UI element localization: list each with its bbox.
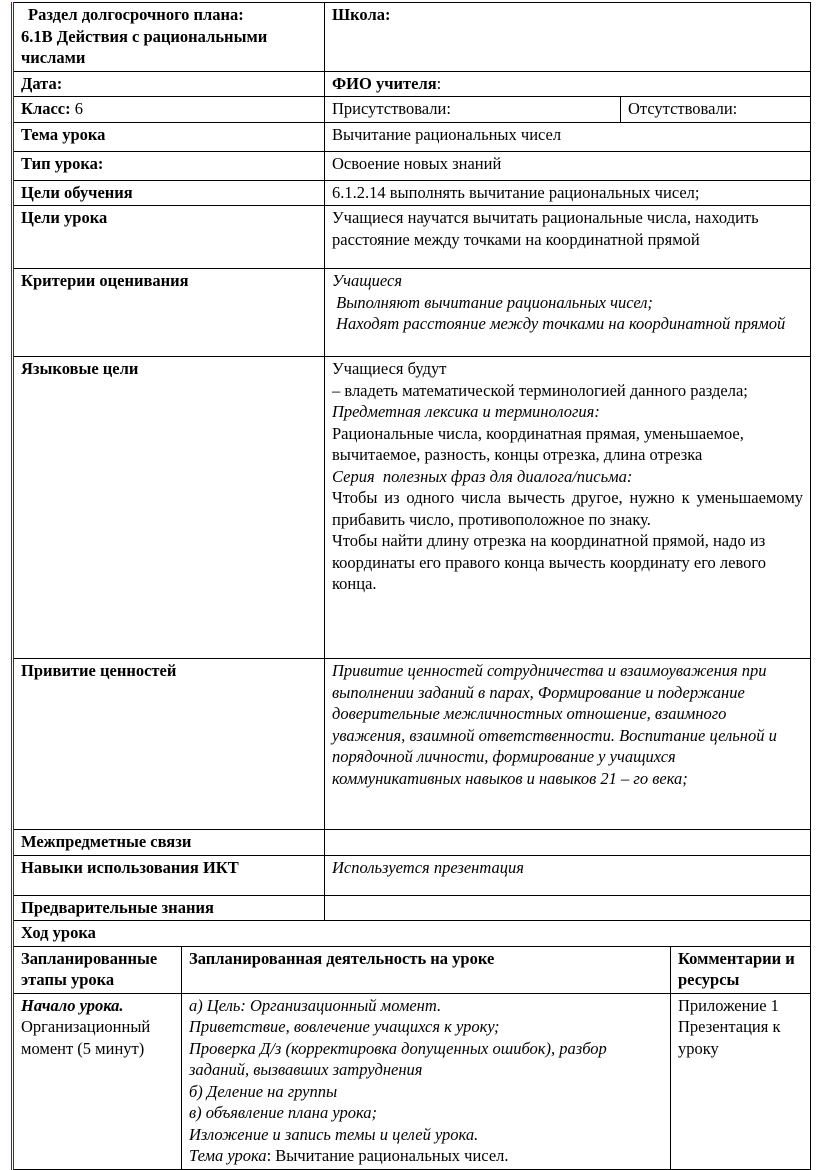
row-criteria	[13, 269, 811, 357]
section-label: Раздел долгосрочного плана:	[28, 5, 244, 24]
language-intro: Учащиеся будут	[332, 359, 447, 378]
learning-goals-label: Цели обучения	[21, 182, 133, 202]
learning-goals-value: 6.1.2.14 выполнять вычитание рациональных чисел;	[332, 182, 700, 202]
row-language-goals	[13, 357, 811, 659]
topic-label-cell	[13, 122, 325, 151]
row-topic	[13, 122, 811, 151]
stage-text: Организационный момент (5 минут)	[21, 1017, 151, 1058]
activity-topic-prefix: Тема урока	[189, 1146, 267, 1165]
section-cell	[13, 3, 325, 72]
phrase-subtract: Чтобы из одного числа вычесть другое, нужно к уменьшаемому прибавить число, противоположное по знаку.	[332, 488, 804, 529]
learning-goals-value-cell	[325, 180, 811, 206]
absent-cell	[621, 97, 811, 123]
col-comments-header	[671, 946, 811, 993]
row-date	[13, 71, 811, 97]
row-course-start	[13, 993, 811, 1169]
lesson-goals-value-cell	[325, 206, 811, 269]
vocab-heading: Предметная лексика и терминология:	[332, 402, 600, 421]
activity-line: Проверка Д/з (корректировка допущенных ошибок), разбор заданий, вызвавших затруднения	[189, 1038, 607, 1079]
ict-label: Навыки использования ИКТ	[21, 857, 239, 877]
language-label-cell	[13, 357, 325, 659]
values-label: Привитие ценностей	[21, 661, 177, 680]
teacher-label: ФИО учителя	[332, 73, 437, 93]
language-label: Языковые цели	[21, 359, 139, 378]
comment-line: Презентация к уроку	[678, 1017, 781, 1058]
col-stages-label: Запланированные этапы урока	[21, 948, 158, 989]
criteria-line: Учащиеся	[332, 271, 403, 290]
absent-label: Отсутствовали:	[628, 99, 738, 118]
row-prior-knowledge	[13, 895, 811, 921]
row-values	[13, 659, 811, 830]
prior-value-cell	[325, 895, 811, 921]
col-comments-label: Комментарии и ресурсы	[678, 948, 795, 989]
activity-line: Изложение и запись темы и целей урока.	[189, 1124, 479, 1144]
col-stages-header	[13, 946, 182, 993]
criteria-line: Выполняют вычитание рациональных чисел;	[332, 292, 653, 312]
comment-line: Приложение 1	[678, 995, 779, 1015]
course-heading-cell	[13, 921, 811, 947]
lesson-course-table	[11, 920, 811, 1170]
activity-topic-suffix: : Вычитание рациональных чисел.	[266, 1146, 509, 1165]
row-type	[13, 151, 811, 180]
lesson-plan-table	[11, 2, 811, 921]
row-ict	[13, 855, 811, 895]
row-learning-goals	[13, 180, 811, 206]
lesson-goals-label: Цели урока	[21, 208, 108, 227]
activity-line: а) Цель: Организационный момент.	[189, 995, 442, 1015]
topic-value-cell	[325, 122, 811, 151]
stage-title: Начало урока.	[21, 995, 124, 1015]
row-lesson-goals	[13, 206, 811, 269]
values-text: Привитие ценностей сотрудничества и взаимоуважения при выполнении заданий в парах, Формирование и подержание доверительные межличностных отношение, взаимного уважения, взаимной ответственности. Воспитание цельной и порядочной личности, формирование у учащихся коммуникативных навыков и навыков 21 – го века;	[332, 661, 777, 788]
row-section	[13, 3, 811, 72]
school-label: Школа:	[332, 5, 391, 24]
phrases-heading: Серия полезных фраз для диалога/письма:	[332, 466, 633, 486]
col-activity-header	[182, 946, 671, 993]
row-cross-subject	[13, 830, 811, 856]
type-value: Освоение новых знаний	[332, 153, 502, 173]
lesson-plan-sheet	[11, 2, 809, 1170]
prior-label-cell	[13, 895, 325, 921]
criteria-label-cell	[13, 269, 325, 357]
lesson-goals-value: Учащиеся научатся вычитать рациональные числа, находить расстояние между точками на координатной прямой	[332, 208, 759, 249]
language-skill: – владеть математической терминологией данного раздела;	[332, 380, 748, 400]
date-cell	[13, 71, 325, 97]
comments-cell	[671, 993, 811, 1169]
type-label: Тип урока:	[21, 153, 104, 173]
values-label-cell	[13, 659, 325, 830]
lesson-goals-label-cell	[13, 206, 325, 269]
teacher-cell	[325, 71, 811, 97]
topic-label: Тема урока	[21, 124, 106, 144]
language-value-cell	[325, 357, 811, 659]
course-heading: Ход урока	[21, 923, 96, 942]
col-activity-label: Запланированная деятельность на уроке	[189, 948, 495, 968]
criteria-label: Критерии оценивания	[21, 271, 189, 290]
activity-line: б) Деление на группы	[189, 1081, 338, 1101]
criteria-value-cell	[325, 269, 811, 357]
teacher-colon: :	[436, 73, 442, 93]
cross-value-cell	[325, 830, 811, 856]
grade-value: 6	[74, 99, 83, 118]
criteria-line: Находят расстояние между точками на координатной прямой	[332, 314, 786, 333]
type-label-cell	[13, 151, 325, 180]
cross-label-cell	[13, 830, 325, 856]
cross-label: Межпредметные связи	[21, 832, 192, 851]
row-grade	[13, 97, 811, 123]
row-course-columns	[13, 946, 811, 993]
grade-cell	[13, 97, 325, 123]
type-value-cell	[325, 151, 811, 180]
learning-goals-label-cell	[13, 180, 325, 206]
ict-value-cell	[325, 855, 811, 895]
school-cell	[325, 3, 811, 72]
present-label: Присутствовали:	[332, 99, 451, 118]
activity-line: Приветствие, вовлечение учащихся к уроку;	[189, 1017, 500, 1036]
stage-cell	[13, 993, 182, 1169]
vocab-text: Рациональные числа, координатная прямая, уменьшаемое, вычитаемое, разность, концы отрезка, длина отрезка	[332, 423, 744, 464]
ict-label-cell	[13, 855, 325, 895]
activity-cell	[182, 993, 671, 1169]
ict-value: Используется презентация	[332, 857, 524, 877]
topic-value: Вычитание рациональных чисел	[332, 124, 562, 144]
row-course-heading	[13, 921, 811, 947]
values-text-cell	[325, 659, 811, 830]
phrase-segment-length: Чтобы найти длину отрезка на координатной прямой, надо из координаты его правого конца вычесть координату его левого конца.	[332, 531, 767, 593]
date-label: Дата:	[21, 73, 63, 93]
activity-line: в) объявление плана урока;	[189, 1103, 378, 1122]
section-value: 6.1В Действия с рациональными числами	[21, 26, 268, 67]
grade-label: Класс:	[21, 99, 71, 118]
present-cell	[325, 97, 621, 123]
prior-label: Предварительные знания	[21, 897, 214, 917]
